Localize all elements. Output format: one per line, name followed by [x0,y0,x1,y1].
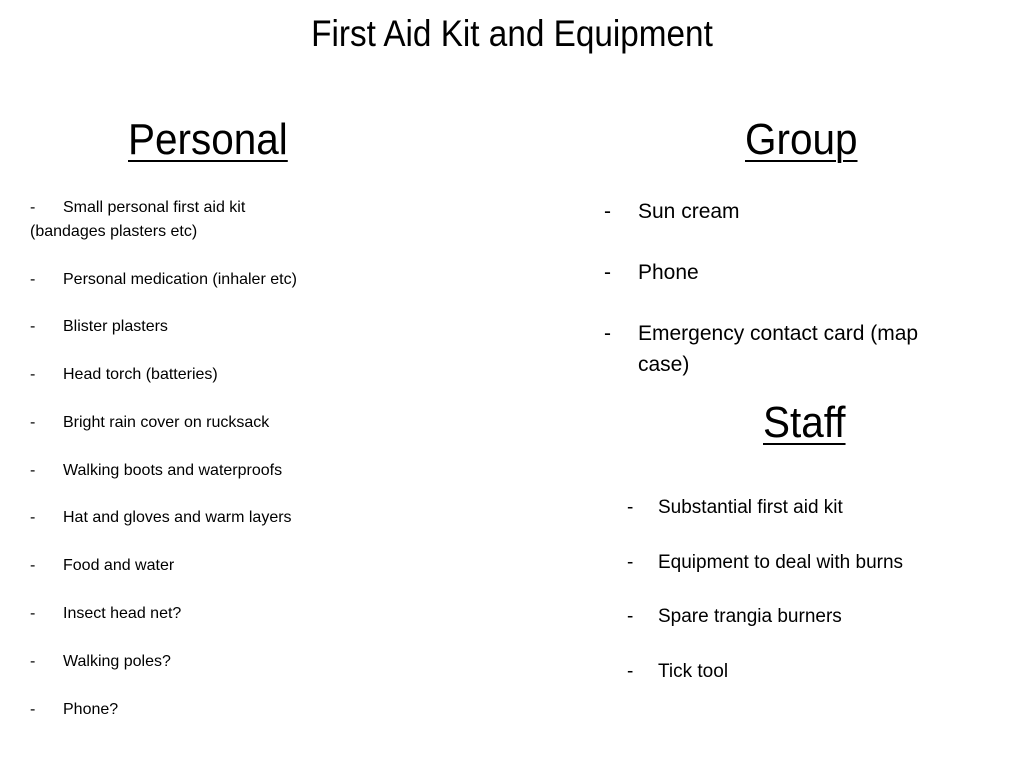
list-item-text: Phone? [63,700,119,718]
list-item-text: Walking boots and waterproofs [63,461,283,479]
list-item-text: Substantial first aid kit [658,497,843,518]
list-item [627,549,987,604]
bullet-dash: - [604,261,611,284]
list-item [30,554,370,602]
list-item [30,506,370,554]
list-item-text: Spare trangia burners [658,606,842,628]
bullet-dash: - [604,322,611,345]
bullet-dash: - [30,461,36,479]
list-item-text: Sun cream [638,200,740,223]
bullet-dash: - [30,700,36,718]
bullet-dash: - [30,605,36,623]
list-item-text: Head torch (batteries) [63,366,218,384]
bullet-dash: - [30,366,36,384]
bullet-dash: - [30,199,36,216]
list-item-text: Small personal first aid kit [63,199,246,216]
list-item-text: Bright rain cover on rucksack [63,413,270,431]
bullet-dash: - [30,652,36,670]
group-heading: Group [745,115,858,164]
list-item [604,318,964,379]
list-item [627,658,987,713]
list-item [30,196,370,268]
list-item-text: Walking poles? [63,652,171,670]
page-title: First Aid Kit and Equipment [311,13,713,54]
list-item [30,650,370,698]
list-item-text: Phone [638,261,699,284]
list-item [604,257,964,318]
bullet-dash: - [30,557,36,575]
bullet-dash: - [627,661,634,683]
bullet-dash: - [627,606,634,628]
list-item-text: Equipment to deal with burns [658,551,904,573]
list-item-text: Personal medication (inhaler etc) [63,270,297,288]
bullet-dash: - [627,497,634,518]
bullet-dash: - [604,200,611,223]
list-item [604,196,964,257]
bullet-dash: - [30,413,36,431]
list-item [627,603,987,658]
personal-heading: Personal [128,115,288,164]
bullet-dash: - [30,318,36,336]
list-item-text: Food and water [63,557,175,575]
list-item-text: Tick tool [658,661,729,683]
bullet-dash: - [30,270,36,288]
list-item [30,411,370,459]
list-item-text: Hat and gloves and warm layers [63,509,292,527]
list-item-text: Emergency contact card (map case) [638,322,919,376]
list-item [30,698,370,746]
list-item [30,363,370,411]
personal-list [30,196,370,745]
staff-list [627,494,987,713]
bullet-dash: - [627,551,634,573]
list-item [30,268,370,316]
list-item [30,315,370,363]
list-item [627,494,987,549]
list-item [30,459,370,507]
staff-heading: Staff [763,398,846,447]
list-item-text-continued: (bandages plasters etc) [30,223,198,240]
list-item [30,602,370,650]
bullet-dash: - [30,509,36,527]
list-item-text: Blister plasters [63,318,168,336]
list-item-text: Insect head net? [63,605,182,623]
group-list [604,196,964,379]
